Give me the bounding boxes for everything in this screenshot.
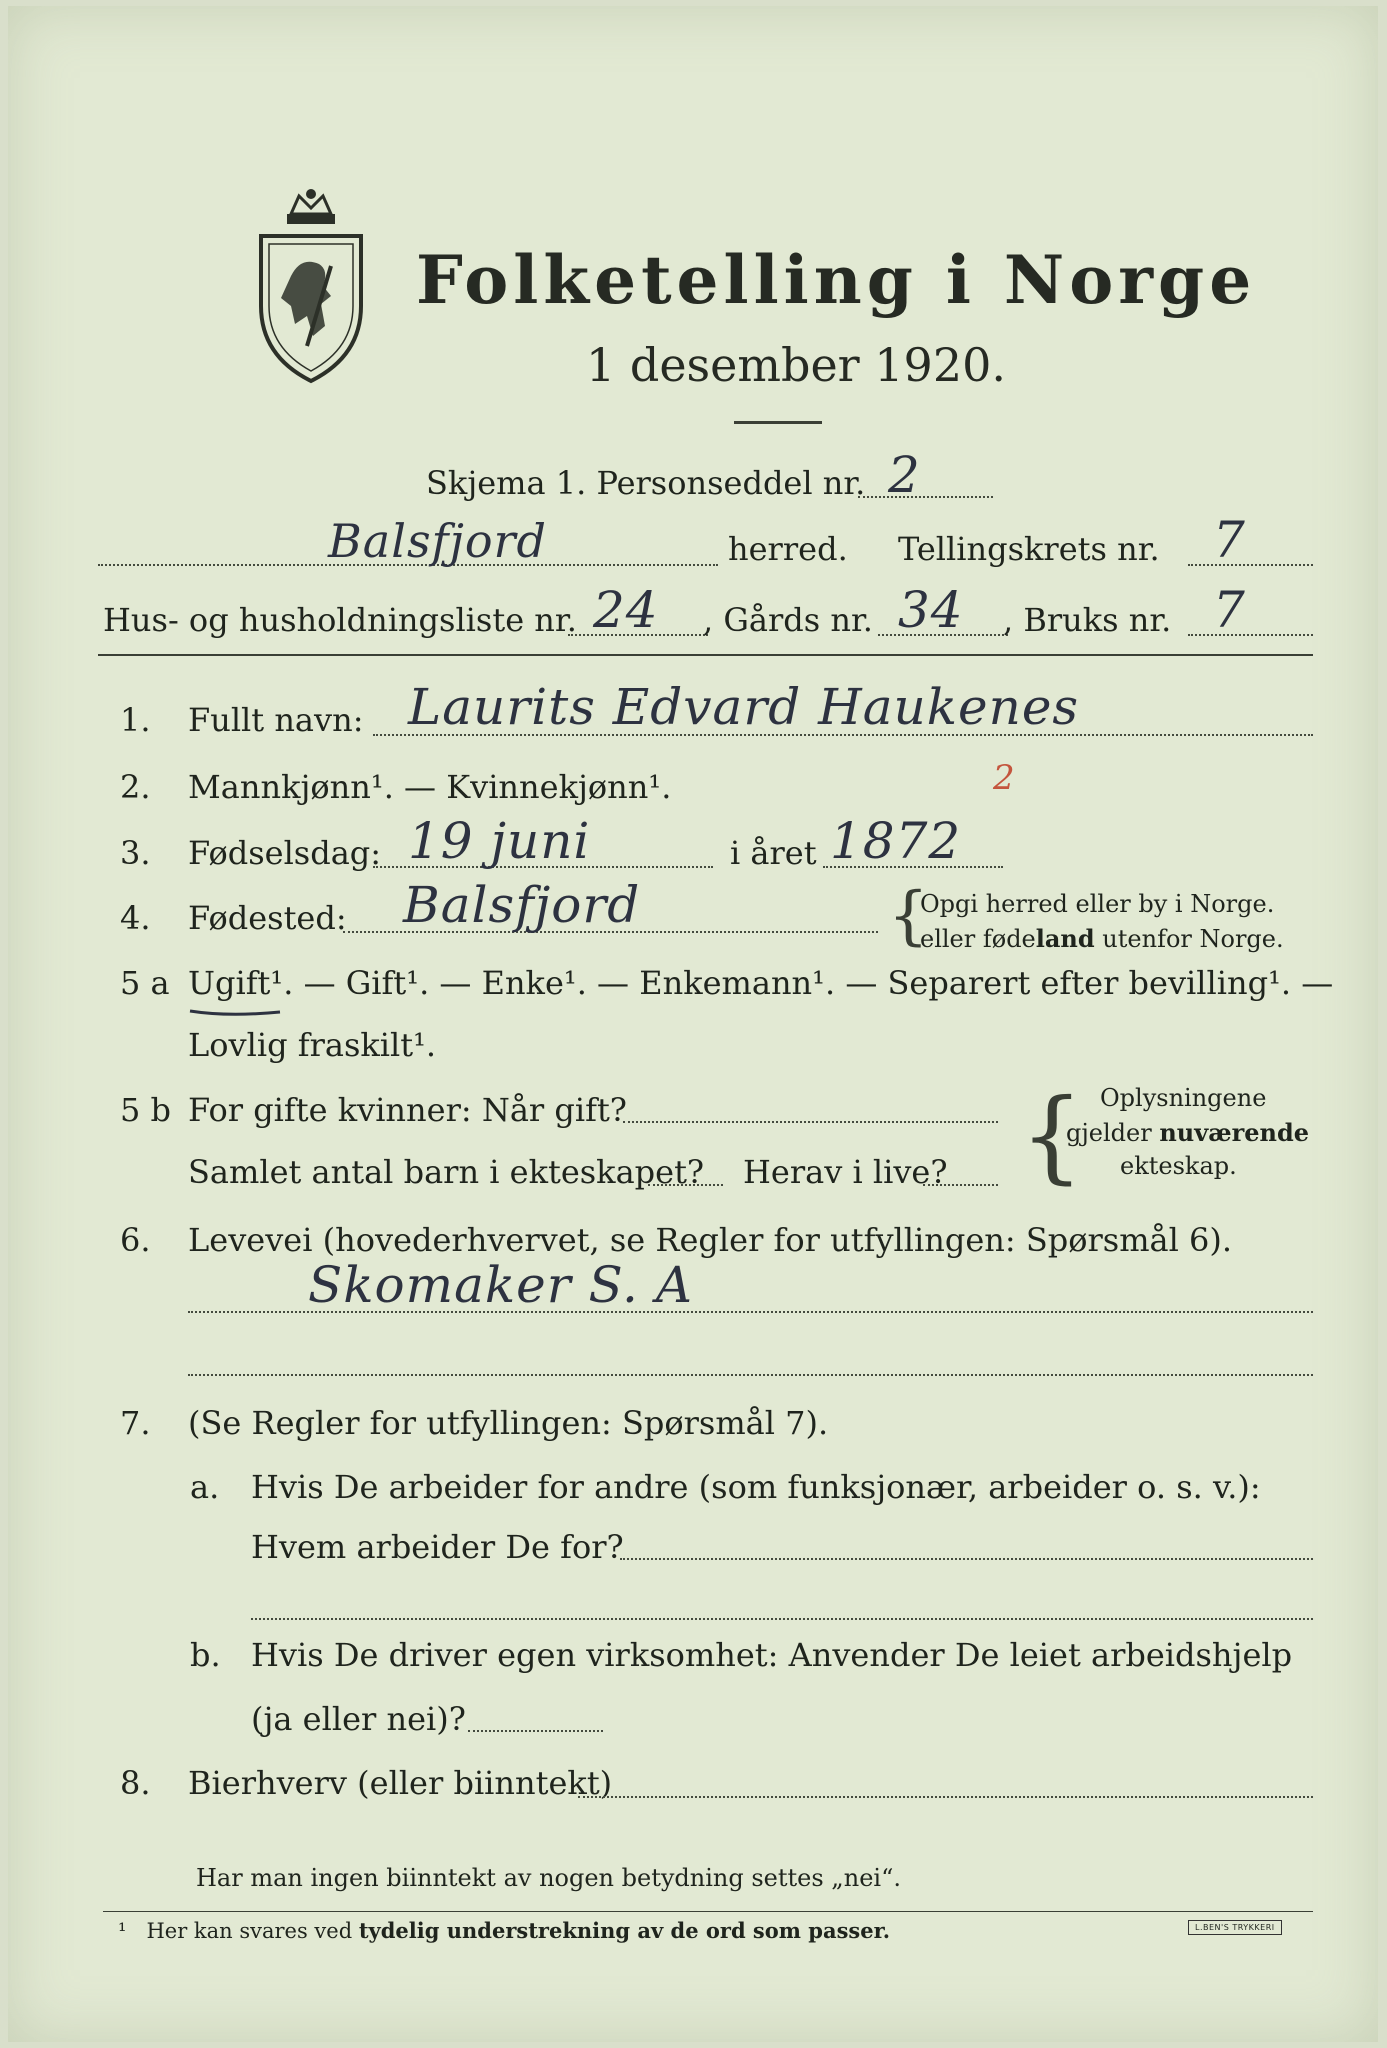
header-rule — [98, 654, 1313, 656]
q1-label: Fullt navn: — [188, 701, 364, 739]
footnote-text-a: Her kan svares ved — [146, 1919, 359, 1943]
q2-mark: 2 — [993, 758, 1016, 798]
q5b-line2a: Samlet antal barn i ekteskapet? — [188, 1153, 705, 1191]
q5b-note2-b: nuværende — [1159, 1118, 1310, 1147]
q7a-line1: Hvis De arbeider for andre (som funksjonær, arbeider o. s. v.): — [251, 1468, 1261, 1506]
tellingskrets-value: 7 — [1213, 511, 1246, 569]
footer-rule — [103, 1911, 1313, 1912]
q2-label: Mannkjønn¹. — Kvinnekjønn¹. — [188, 768, 672, 806]
q7-number: 7. — [120, 1404, 151, 1442]
skjema-label: Skjema 1. Personseddel nr. — [426, 464, 866, 502]
gards-label: , Gårds nr. — [703, 601, 873, 639]
children-alive-field-line[interactable] — [923, 1184, 998, 1186]
q4-note-line1: Opgi herred eller by i Norge. — [920, 890, 1275, 918]
form-title: Folketelling i Norge — [416, 241, 1257, 319]
bruks-label: , Bruks nr. — [1003, 601, 1172, 639]
tellingskrets-label: Tellingskrets nr. — [898, 530, 1160, 568]
children-count-field-line[interactable] — [648, 1184, 723, 1186]
hired-help-field-line[interactable] — [468, 1730, 603, 1732]
q6-number: 6. — [120, 1221, 151, 1259]
married-when-field-line[interactable] — [623, 1121, 998, 1123]
q5b-line2b: Herav i live? — [743, 1153, 948, 1191]
q7-label: (Se Regler for utfyllingen: Spørsmål 7). — [188, 1404, 829, 1442]
birthday-value: 19 juni — [408, 812, 591, 870]
tellingskrets-field-line[interactable] — [1188, 564, 1313, 566]
norwegian-coat-of-arms-icon — [251, 186, 371, 386]
side-income-field-line[interactable] — [578, 1796, 1313, 1798]
occupation-field-line-2[interactable] — [188, 1374, 1313, 1376]
q5b-note1: Oplysningene — [1100, 1084, 1267, 1112]
census-form-page — [8, 6, 1378, 2042]
q4-note-line2-c: utenfor Norge. — [1094, 925, 1284, 953]
q3-label: Fødselsdag: — [188, 834, 382, 872]
gards-value: 34 — [898, 581, 964, 639]
footnote — [118, 1918, 890, 1943]
q5b-brace: { — [1020, 1077, 1084, 1194]
q3-number: 3. — [120, 834, 151, 872]
bruks-field-line[interactable] — [1188, 634, 1313, 636]
footnote-number: ¹ — [118, 1919, 127, 1943]
q5b-note3: ekteskap. — [1120, 1152, 1237, 1180]
year-value: 1872 — [830, 812, 962, 870]
q5a-number: 5 a — [120, 964, 170, 1002]
q7b-line2: (ja eller nei)? — [251, 1700, 466, 1738]
full-name-value: Laurits Edvard Haukenes — [408, 678, 1080, 736]
q1-number: 1. — [120, 701, 151, 739]
q7a-line2: Hvem arbeider De for? — [251, 1528, 624, 1566]
q4-note-line2-b: land — [1035, 924, 1095, 953]
husholdning-label: Hus- og husholdningsliste nr. — [103, 601, 577, 639]
occupation-field-line-1[interactable] — [188, 1311, 1313, 1313]
q5a-line1: Ugift¹. — Gift¹. — Enke¹. — Enkemann¹. — Separert efter bevilling¹. — — [188, 964, 1334, 1002]
q8-label: Bierhverv (eller biinntekt) — [188, 1764, 613, 1802]
employer-field-line-2[interactable] — [251, 1618, 1313, 1620]
birthplace-value: Balsfjord — [403, 876, 641, 934]
q4-label: Fødested: — [188, 899, 347, 937]
q4-brace: { — [888, 879, 929, 953]
husholdning-value: 24 — [593, 581, 659, 639]
occupation-value: Skomaker S. A — [308, 1256, 693, 1314]
q6-label: Levevei (hovederhvervet, se Regler for utfyllingen: Spørsmål 6). — [188, 1221, 1233, 1259]
q5b-line1: For gifte kvinner: Når gift? — [188, 1091, 627, 1129]
q8-number: 8. — [120, 1764, 151, 1802]
q5b-note2 — [1066, 1118, 1309, 1147]
herred-label: herred. — [728, 530, 848, 568]
bruks-value: 7 — [1213, 581, 1246, 639]
q5a-line2: Lovlig fraskilt¹. — [188, 1026, 437, 1064]
q2-number: 2. — [120, 768, 151, 806]
census-date: 1 desember 1920. — [586, 338, 1006, 392]
employer-field-line[interactable] — [620, 1558, 1313, 1560]
q7a-letter: a. — [190, 1468, 220, 1506]
personseddel-value: 2 — [888, 446, 921, 504]
printer-stamp: L.BEN'S TRYKKERI — [1188, 1920, 1282, 1935]
q4-note-line2-a: eller føde — [920, 925, 1036, 953]
footer-note: Har man ingen biinntekt av nogen betydning settes „nei“. — [196, 1864, 901, 1892]
q4-note-line2 — [920, 924, 1284, 953]
q7b-letter: b. — [190, 1636, 221, 1674]
year-label: i året — [730, 834, 817, 872]
personseddel-field-line[interactable] — [858, 496, 993, 498]
q7b-line1: Hvis De driver egen virksomhet: Anvender De leiet arbeidshjelp — [251, 1636, 1293, 1674]
q5b-number: 5 b — [120, 1091, 172, 1129]
ugift-underline-mark — [188, 1002, 283, 1012]
title-divider — [734, 421, 822, 424]
q5b-note2-a: gjelder — [1066, 1119, 1160, 1147]
herred-value: Balsfjord — [328, 514, 547, 568]
q4-number: 4. — [120, 899, 151, 937]
footnote-text-b: tydelig understrekning av de ord som passer. — [358, 1918, 891, 1943]
